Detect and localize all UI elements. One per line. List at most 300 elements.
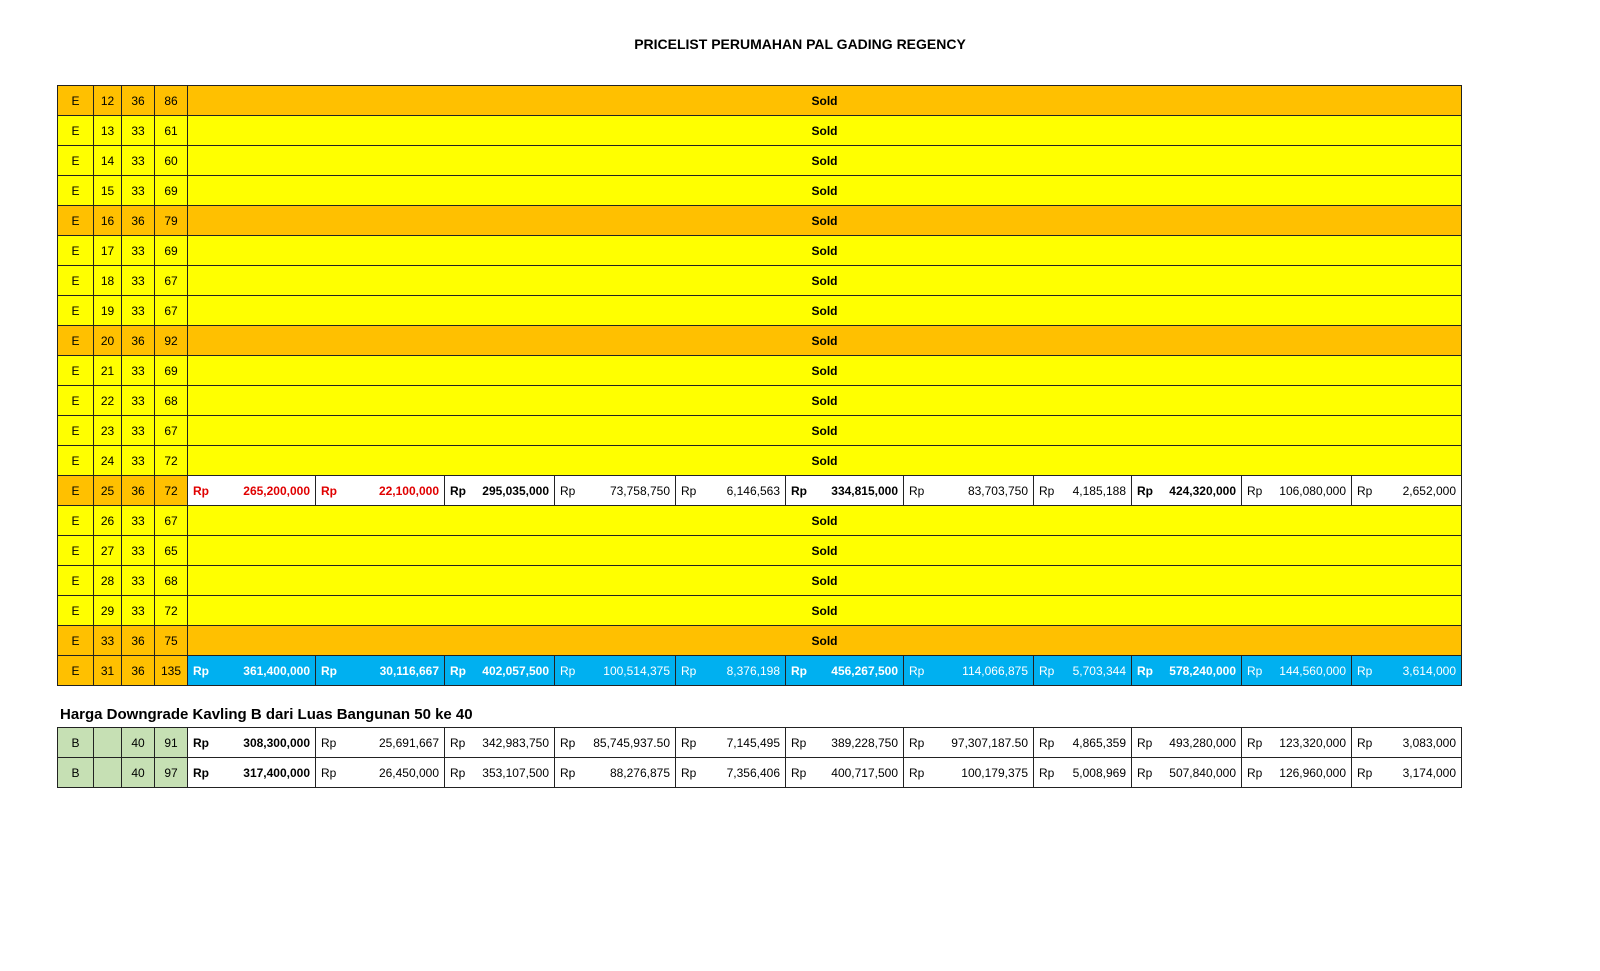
table-row [58, 86, 1555, 116]
cell-no: 28 [94, 566, 122, 596]
price-value [1357, 766, 1456, 780]
amount: 4,865,359 [1072, 735, 1126, 750]
amount: 83,703,750 [967, 483, 1028, 498]
amount: 3,083,000 [1402, 735, 1456, 750]
currency-label: Rp [321, 735, 337, 750]
amount: 361,400,000 [243, 663, 310, 678]
cell-no: 29 [94, 596, 122, 626]
cell-blok: E [58, 146, 94, 176]
amount: 353,107,500 [482, 765, 549, 780]
price-cell [904, 476, 1034, 506]
price-value [1357, 484, 1456, 498]
cell-lt: 67 [155, 416, 188, 446]
amount: 30,116,667 [379, 663, 439, 678]
price-cell [445, 476, 555, 506]
price-value [193, 766, 310, 780]
price-cell [1352, 728, 1462, 758]
price-value [193, 484, 310, 498]
status-sold: Sold [188, 296, 1462, 326]
cell-lb: 33 [122, 146, 155, 176]
currency-label: Rp [1357, 765, 1373, 780]
cell-blok: E [58, 536, 94, 566]
cell-lt: 61 [155, 116, 188, 146]
cell-blok: E [58, 506, 94, 536]
currency-label: Rp [909, 735, 925, 750]
table-row [58, 758, 1555, 788]
currency-label: Rp [450, 735, 466, 750]
table-row [58, 656, 1555, 686]
price-cell [445, 758, 555, 788]
cell-lt: 69 [155, 236, 188, 266]
amount: 402,057,500 [482, 663, 549, 678]
price-value [681, 736, 780, 750]
cell-lt: 79 [155, 206, 188, 236]
cell-blok: E [58, 656, 94, 686]
pricelist-table [57, 85, 1555, 686]
cell-no [94, 728, 122, 758]
downgrade-section-title: Harga Downgrade Kavling B dari Luas Bangunan 50 ke 40 [60, 706, 473, 723]
currency-label: Rp [791, 765, 807, 780]
cell-lt: 68 [155, 386, 188, 416]
amount: 507,840,000 [1169, 765, 1236, 780]
currency-label: Rp [321, 663, 337, 678]
table-row [58, 206, 1555, 236]
amount: 578,240,000 [1169, 663, 1236, 678]
currency-label: Rp [681, 663, 697, 678]
price-cell [316, 758, 445, 788]
currency-label: Rp [681, 735, 697, 750]
price-value [791, 736, 898, 750]
status-sold: Sold [188, 596, 1462, 626]
currency-label: Rp [909, 483, 925, 498]
price-value [909, 664, 1028, 678]
status-sold: Sold [188, 566, 1462, 596]
table-row [58, 416, 1555, 446]
cell-lt: 65 [155, 536, 188, 566]
amount: 334,815,000 [831, 483, 898, 498]
cell-lb: 36 [122, 326, 155, 356]
table-row [58, 236, 1555, 266]
currency-label: Rp [1357, 663, 1373, 678]
cell-lt: 67 [155, 506, 188, 536]
cell-blok: E [58, 596, 94, 626]
amount: 100,179,375 [961, 765, 1028, 780]
cell-lt: 72 [155, 476, 188, 506]
price-cell [1242, 656, 1352, 686]
status-sold: Sold [188, 536, 1462, 566]
price-value [1247, 736, 1346, 750]
amount: 8,376,198 [726, 663, 780, 678]
cell-lt: 135 [155, 656, 188, 686]
cell-lt: 69 [155, 356, 188, 386]
currency-label: Rp [1247, 765, 1263, 780]
table-row [58, 566, 1555, 596]
cell-lt: 69 [155, 176, 188, 206]
cell-no: 14 [94, 146, 122, 176]
price-cell [188, 476, 316, 506]
cell-lt: 72 [155, 446, 188, 476]
price-value [1357, 664, 1456, 678]
status-sold: Sold [188, 176, 1462, 206]
amount: 308,300,000 [243, 735, 310, 750]
cell-no [94, 758, 122, 788]
price-cell [555, 728, 676, 758]
price-cell [1132, 656, 1242, 686]
cell-no: 33 [94, 626, 122, 656]
cell-blok: E [58, 296, 94, 326]
cell-lb: 33 [122, 506, 155, 536]
amount: 6,146,563 [726, 483, 780, 498]
price-value [321, 664, 439, 678]
cell-blok: B [58, 758, 94, 788]
price-value [560, 664, 670, 678]
currency-label: Rp [193, 663, 209, 678]
currency-label: Rp [1357, 483, 1373, 498]
cell-no: 17 [94, 236, 122, 266]
cell-blok: E [58, 356, 94, 386]
amount: 73,758,750 [609, 483, 670, 498]
price-cell [445, 728, 555, 758]
status-sold: Sold [188, 626, 1462, 656]
price-cell [1034, 476, 1132, 506]
cell-no: 15 [94, 176, 122, 206]
cell-blok: E [58, 416, 94, 446]
amount: 144,560,000 [1279, 663, 1346, 678]
amount: 26,450,000 [378, 765, 439, 780]
currency-label: Rp [560, 765, 576, 780]
cell-lt: 68 [155, 566, 188, 596]
status-sold: Sold [188, 266, 1462, 296]
currency-label: Rp [1247, 483, 1263, 498]
currency-label: Rp [450, 483, 466, 498]
price-value [560, 736, 670, 750]
currency-label: Rp [791, 663, 807, 678]
cell-no: 20 [94, 326, 122, 356]
currency-label: Rp [791, 735, 807, 750]
price-cell [555, 656, 676, 686]
cell-lb: 36 [122, 206, 155, 236]
status-sold: Sold [188, 86, 1462, 116]
cell-blok: E [58, 86, 94, 116]
price-cell [316, 476, 445, 506]
cell-blok: E [58, 446, 94, 476]
amount: 424,320,000 [1169, 483, 1236, 498]
price-cell [1034, 656, 1132, 686]
amount: 400,717,500 [831, 765, 898, 780]
price-value [1137, 664, 1236, 678]
price-value [560, 484, 670, 498]
table-row [58, 446, 1555, 476]
table-row [58, 536, 1555, 566]
price-value [1247, 484, 1346, 498]
price-cell [188, 758, 316, 788]
currency-label: Rp [560, 735, 576, 750]
price-cell [786, 656, 904, 686]
price-value [909, 484, 1028, 498]
price-value [1247, 664, 1346, 678]
status-sold: Sold [188, 236, 1462, 266]
table-row [58, 476, 1555, 506]
currency-label: Rp [1137, 765, 1153, 780]
cell-blok: E [58, 476, 94, 506]
price-cell [786, 728, 904, 758]
price-cell [1242, 476, 1352, 506]
cell-lt: 92 [155, 326, 188, 356]
price-value [560, 766, 670, 780]
currency-label: Rp [193, 483, 209, 498]
status-sold: Sold [188, 446, 1462, 476]
amount: 317,400,000 [243, 765, 310, 780]
cell-blok: E [58, 386, 94, 416]
price-value [321, 484, 439, 498]
price-cell [676, 758, 786, 788]
status-sold: Sold [188, 116, 1462, 146]
price-value [681, 766, 780, 780]
cell-lt: 72 [155, 596, 188, 626]
cell-lb: 33 [122, 446, 155, 476]
currency-label: Rp [1137, 735, 1153, 750]
cell-lb: 33 [122, 596, 155, 626]
amount: 265,200,000 [243, 483, 310, 498]
cell-blok: E [58, 266, 94, 296]
downgrade-table [57, 727, 1555, 788]
amount: 7,356,406 [726, 765, 780, 780]
currency-label: Rp [681, 483, 697, 498]
price-value [1137, 766, 1236, 780]
price-value [450, 736, 549, 750]
amount: 389,228,750 [831, 735, 898, 750]
cell-lb: 40 [122, 728, 155, 758]
currency-label: Rp [193, 765, 209, 780]
cell-no: 19 [94, 296, 122, 326]
price-cell [904, 728, 1034, 758]
price-value [1137, 736, 1236, 750]
currency-label: Rp [1039, 663, 1055, 678]
price-value [681, 664, 780, 678]
price-cell [188, 728, 316, 758]
cell-no: 18 [94, 266, 122, 296]
price-value [450, 766, 549, 780]
cell-lb: 33 [122, 176, 155, 206]
price-cell [786, 476, 904, 506]
cell-lb: 33 [122, 386, 155, 416]
amount: 25,691,667 [378, 735, 439, 750]
price-cell [1242, 728, 1352, 758]
price-cell [1132, 758, 1242, 788]
price-value [450, 664, 549, 678]
price-value [193, 736, 310, 750]
price-cell [188, 656, 316, 686]
price-value [321, 766, 439, 780]
page-title: PRICELIST PERUMAHAN PAL GADING REGENCY [634, 36, 966, 52]
cell-no: 26 [94, 506, 122, 536]
amount: 100,514,375 [603, 663, 670, 678]
cell-blok: E [58, 236, 94, 266]
amount: 88,276,875 [609, 765, 670, 780]
table-row [58, 356, 1555, 386]
price-value [193, 664, 310, 678]
cell-blok: E [58, 326, 94, 356]
status-sold: Sold [188, 416, 1462, 446]
cell-lt: 67 [155, 266, 188, 296]
price-value [791, 766, 898, 780]
amount: 123,320,000 [1279, 735, 1346, 750]
currency-label: Rp [1137, 663, 1153, 678]
amount: 114,066,875 [962, 663, 1028, 678]
price-cell [316, 656, 445, 686]
cell-lb: 36 [122, 626, 155, 656]
price-value [450, 484, 549, 498]
cell-lb: 33 [122, 536, 155, 566]
cell-lb: 33 [122, 296, 155, 326]
cell-blok: E [58, 116, 94, 146]
amount: 295,035,000 [482, 483, 549, 498]
cell-lt: 67 [155, 296, 188, 326]
table-row [58, 506, 1555, 536]
cell-no: 13 [94, 116, 122, 146]
price-cell [1034, 758, 1132, 788]
currency-label: Rp [1039, 483, 1055, 498]
status-sold: Sold [188, 206, 1462, 236]
status-sold: Sold [188, 506, 1462, 536]
cell-lb: 33 [122, 116, 155, 146]
table-row [58, 116, 1555, 146]
amount: 7,145,495 [726, 735, 780, 750]
status-sold: Sold [188, 146, 1462, 176]
cell-lb: 33 [122, 566, 155, 596]
cell-blok: E [58, 206, 94, 236]
price-cell [1242, 758, 1352, 788]
price-value [1247, 766, 1346, 780]
amount: 22,100,000 [378, 483, 439, 498]
price-cell [1132, 476, 1242, 506]
cell-blok: E [58, 626, 94, 656]
price-value [1039, 664, 1126, 678]
price-cell [676, 476, 786, 506]
cell-no: 23 [94, 416, 122, 446]
price-cell [1132, 728, 1242, 758]
cell-no: 12 [94, 86, 122, 116]
currency-label: Rp [1247, 735, 1263, 750]
price-value [1137, 484, 1236, 498]
table-row [58, 596, 1555, 626]
cell-no: 25 [94, 476, 122, 506]
currency-label: Rp [193, 735, 209, 750]
price-cell [676, 728, 786, 758]
table-row [58, 728, 1555, 758]
price-value [681, 484, 780, 498]
cell-lb: 33 [122, 356, 155, 386]
currency-label: Rp [1039, 765, 1055, 780]
table-row [58, 296, 1555, 326]
cell-no: 27 [94, 536, 122, 566]
currency-label: Rp [321, 765, 337, 780]
price-value [1357, 736, 1456, 750]
amount: 493,280,000 [1169, 735, 1236, 750]
price-cell [555, 758, 676, 788]
cell-blok: E [58, 176, 94, 206]
cell-lb: 36 [122, 656, 155, 686]
amount: 342,983,750 [482, 735, 549, 750]
cell-lb: 33 [122, 416, 155, 446]
amount: 5,703,344 [1072, 663, 1126, 678]
status-sold: Sold [188, 386, 1462, 416]
table-row [58, 386, 1555, 416]
cell-lt: 91 [155, 728, 188, 758]
cell-lt: 75 [155, 626, 188, 656]
currency-label: Rp [1137, 483, 1153, 498]
amount: 3,614,000 [1402, 663, 1456, 678]
price-cell [786, 758, 904, 788]
status-sold: Sold [188, 356, 1462, 386]
currency-label: Rp [681, 765, 697, 780]
cell-no: 31 [94, 656, 122, 686]
price-value [1039, 736, 1126, 750]
table-row [58, 176, 1555, 206]
currency-label: Rp [321, 483, 337, 498]
cell-lb: 33 [122, 266, 155, 296]
cell-lb: 40 [122, 758, 155, 788]
price-cell [445, 656, 555, 686]
currency-label: Rp [450, 765, 466, 780]
currency-label: Rp [450, 663, 466, 678]
price-cell [1352, 758, 1462, 788]
cell-blok: B [58, 728, 94, 758]
currency-label: Rp [791, 483, 807, 498]
price-cell [904, 758, 1034, 788]
cell-lt: 86 [155, 86, 188, 116]
cell-lt: 97 [155, 758, 188, 788]
amount: 456,267,500 [831, 663, 898, 678]
price-cell [1034, 728, 1132, 758]
price-value [1039, 484, 1126, 498]
amount: 4,185,188 [1072, 483, 1126, 498]
cell-no: 16 [94, 206, 122, 236]
price-cell [316, 728, 445, 758]
currency-label: Rp [560, 663, 576, 678]
price-value [791, 484, 898, 498]
table-row [58, 146, 1555, 176]
cell-lb: 36 [122, 86, 155, 116]
table-row [58, 266, 1555, 296]
currency-label: Rp [909, 663, 925, 678]
price-value [791, 664, 898, 678]
cell-lb: 36 [122, 476, 155, 506]
status-sold: Sold [188, 326, 1462, 356]
amount: 2,652,000 [1402, 483, 1456, 498]
amount: 126,960,000 [1279, 765, 1346, 780]
table-row [58, 626, 1555, 656]
price-cell [1352, 656, 1462, 686]
cell-blok: E [58, 566, 94, 596]
cell-lt: 60 [155, 146, 188, 176]
price-cell [1352, 476, 1462, 506]
currency-label: Rp [909, 765, 925, 780]
cell-no: 22 [94, 386, 122, 416]
amount: 106,080,000 [1279, 483, 1346, 498]
price-value [1039, 766, 1126, 780]
currency-label: Rp [560, 483, 576, 498]
cell-no: 24 [94, 446, 122, 476]
currency-label: Rp [1247, 663, 1263, 678]
currency-label: Rp [1039, 735, 1055, 750]
price-value [321, 736, 439, 750]
price-value [909, 766, 1028, 780]
currency-label: Rp [1357, 735, 1373, 750]
amount: 5,008,969 [1072, 765, 1126, 780]
amount: 3,174,000 [1402, 765, 1456, 780]
price-value [909, 736, 1028, 750]
